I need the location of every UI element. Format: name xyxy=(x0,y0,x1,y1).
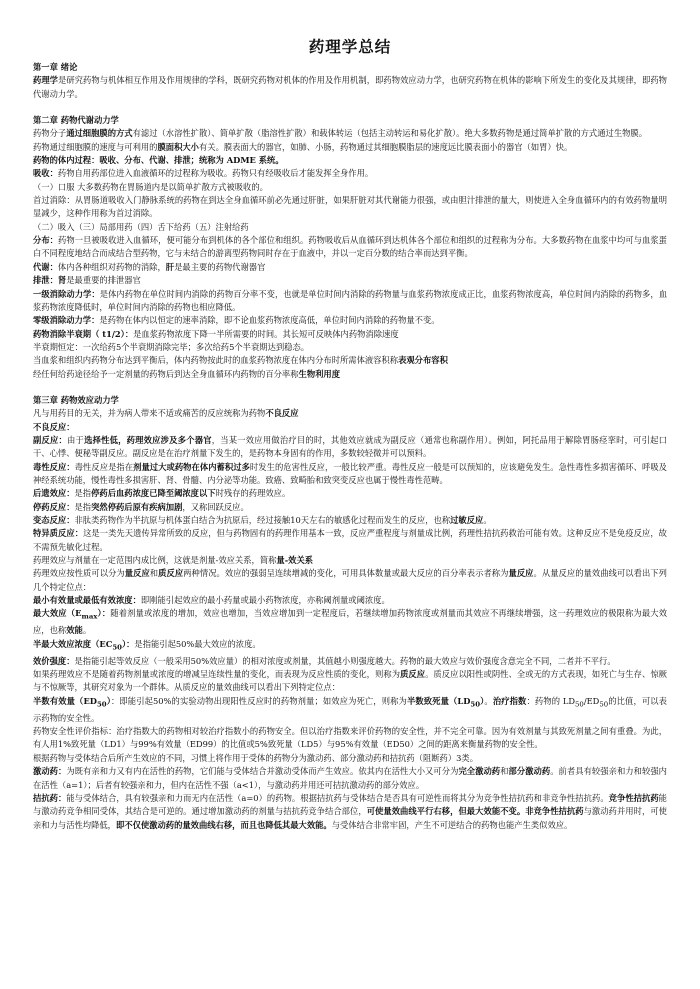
text: 。从量反应的量效曲线可以看出下列几个特定位点： xyxy=(33,568,667,592)
bold-text: 部分激动药 xyxy=(508,766,551,777)
bold-text: 半数致死量（LD xyxy=(406,695,471,706)
bold-text: 变态反应： xyxy=(33,515,75,525)
bold-text: 副反应： xyxy=(33,434,68,445)
adverse-reaction-intro xyxy=(33,407,667,420)
text: 这是一类先天遗传异常所致的反应，但与药物固有的药理作用基本一致，反应严重程度与剂量成比例，药理性拮抗药救治可能有效。这种反应不是免疫反应，故不需预先敏化过程。 xyxy=(33,528,667,552)
text: 与激动药并用时，可使亲和力与活性均降低， xyxy=(33,806,667,830)
maximum-effect-paragraph xyxy=(33,607,667,637)
bold-text: 质反应 xyxy=(400,669,426,680)
bold-text: 量反应 xyxy=(508,568,534,579)
bold-text: 分布： xyxy=(33,235,59,246)
bold-text: 过敏反应 xyxy=(450,515,484,525)
text: 是药物在体内以恒定的速率消除，即不论血浆药物浓度高低，单位时间内消除的药物量不变。 xyxy=(99,315,440,326)
bioavailability-line xyxy=(33,368,667,381)
zero-order-line xyxy=(33,314,667,327)
bold-text: 剂量过大或药物在体内蓄积过多 xyxy=(133,461,250,472)
text: 药理效应与剂量在一定范围内成比例，这就是剂量-效应关系，简称 xyxy=(33,555,277,566)
text: 药理效应按性质可以分为 xyxy=(33,568,125,579)
quantal-response-paragraph xyxy=(33,668,667,695)
bold-text: 代谢： xyxy=(33,261,58,272)
bold-text: 毒性反应： xyxy=(33,461,75,472)
receptor-classification-line: 根据药物与受体结合后所产生效应的不同，习惯上将作用于受体的药物分为激动药、部分激动药和拮抗药（阻断药）3类。 xyxy=(33,752,479,763)
text: 是指 xyxy=(74,501,92,512)
bold-text: 效能 xyxy=(66,625,83,636)
bold-text: ） xyxy=(480,695,485,706)
section-gap xyxy=(33,101,667,114)
bold-text: 肾 xyxy=(57,275,67,286)
bold-text: 药物消除半衰期（ t1/2）： xyxy=(33,328,134,339)
metabolism-line xyxy=(33,261,667,274)
first-pass-paragraph: 首过消除：从胃肠道吸收入门静脉系统的药物在到达全身血循环前必先通过肝脏，如果肝脏对其代谢能力很强，或由胆汁排泄的量大，则使进入全身血循环内的有效药物量明显减少，这种作用称为首过消除。 xyxy=(33,195,667,219)
dose-effect-line xyxy=(33,554,667,567)
adme-line: 药物的体内过程：吸收、分布、代谢、排泄；统称为 ADME 系统。 xyxy=(33,155,284,166)
subscript: max xyxy=(81,613,98,622)
chapter-3-heading: 第三章 药物效应动力学 xyxy=(33,394,119,405)
text: 。前者具有较强亲和力和较强内在活性（a=1）；后者有较强亲和力，但内在活性不强（a<1），与激动药并用还可拮抗激动药的部分效应。 xyxy=(33,766,667,790)
bold-text: 可使量效曲线平行右移，但最大效能不变。非竞争性拮抗药 xyxy=(366,806,584,817)
subscript: 50 xyxy=(112,643,122,652)
text: 。 xyxy=(484,695,493,706)
text: 和 xyxy=(500,766,509,777)
bold-text: 即不仅使激动药的量效曲线右移，而且也降低其最大效能。 xyxy=(115,819,332,830)
text: 经任何给药途径给予一定剂量的药物后到达全身血循环内药物的百分率称 xyxy=(33,368,299,379)
toxic-reaction-paragraph xyxy=(33,461,667,488)
residual-effect-line xyxy=(33,487,667,500)
bold-text: 激动药： xyxy=(33,766,67,777)
bold-text: 特异质反应： xyxy=(33,528,84,539)
text: 和 xyxy=(149,568,159,579)
bold-text: 停药反应： xyxy=(33,501,75,512)
text: 非肽类药物作为半抗原与机体蛋白结合为抗原后，经过接触10天左右的敏感化过程而发生的反应，也称 xyxy=(74,515,451,525)
text: ：药物的 LD xyxy=(526,695,576,706)
bold-text: 选择性低，药理效应涉及多个器官 xyxy=(84,434,212,445)
allergic-reaction-line xyxy=(33,514,667,527)
bold-text: 突然停药后原有疾病加剧 xyxy=(91,501,183,512)
bold-text: 竞争性拮抗药 xyxy=(608,792,659,803)
chapter-1-heading: 第一章 绪论 xyxy=(33,62,78,72)
text: 是最主要的药物代谢器官 xyxy=(174,261,266,272)
chapter-2-heading: 第二章 药物代谢动力学 xyxy=(33,115,119,126)
bold-text: ）： xyxy=(121,638,135,649)
text: 是血浆药物浓度下降一半所需要的时间。其长短可反映体内药物消除速度 xyxy=(133,328,399,339)
ec50-line xyxy=(33,638,667,655)
subscript: 50 xyxy=(96,700,107,709)
bold-text: 效价强度： xyxy=(33,655,75,666)
bold-text: 停药后血药浓度已降至阈浓度以下 xyxy=(91,488,216,499)
subscript: 50 xyxy=(599,700,609,709)
oral-line: （一）口服 大多数药物在胃肠道内是以简单扩散方式被吸收的。 xyxy=(33,181,268,192)
bold-text: 量-效关系 xyxy=(276,555,314,566)
half-life-line xyxy=(33,328,667,341)
bold-text: 表观分布容积 xyxy=(398,355,448,366)
bold-text: 半数有效量（ED xyxy=(33,695,97,706)
text: ：即能引起50%的实验动物出现阳性反应时的药物剂量；如效应为死亡，则称为 xyxy=(110,695,407,706)
text: 时残存的药理效应。 xyxy=(215,488,291,499)
bold-text: ） xyxy=(106,695,111,706)
text: 能与受体结合，具有较强亲和力而无内在活性（a=0）的药物。根据拮抗药与受体结合是否具有可逆性而将其分为竞争性拮抗药和非竞争性拮抗药。 xyxy=(66,792,609,803)
minimum-effective-dose-line xyxy=(33,594,667,607)
bold-text: ）： xyxy=(97,608,111,619)
membrane-area-paragraph xyxy=(33,141,667,154)
text: 。 xyxy=(82,625,92,636)
ed50-paragraph xyxy=(33,695,667,725)
text: 与受体结合非常牢固，产生不可逆结合的药物也能产生类似效应。 xyxy=(331,819,573,830)
text: 药物自用药部位进入血液循环的过程称为吸收。药物只有经吸收后才能发挥全身作用。 xyxy=(57,168,374,179)
bold-text: 治疗指数 xyxy=(492,695,527,706)
bold-text: 排泄： xyxy=(33,275,58,286)
excretion-line xyxy=(33,274,667,287)
text: 药物一旦被吸收进入血循环，便可能分布到机体的各个部位和组织。药物吸收后从血循环到达机体各个部位和组织的过程称为分布。大多数药物在血浆中均可与血浆蛋白不同程度地结合而成结合型药物，它与未结合的游离型药物同时存在于血液中，并以一定百分数的结合率而达到平衡。 xyxy=(33,235,667,259)
safety-evaluation-paragraph: 药物安全性评价指标：治疗指数大的药物相对较治疗指数小的药物安全。但以治疗指数来评价药物的安全性，并不完全可靠。因为有效剂量与其致死剂量之间有重叠。为此，有人用1%致死量（LD1）与99%有效量（ED99）的比值或5%致死量（LD5）与95%有效量（ED50）之间的距离来衡量药物的安全性。 xyxy=(33,726,667,750)
text: 。 xyxy=(483,515,492,525)
text: ，又称回跃反应。 xyxy=(182,501,249,512)
bold-text: 零级消除动力学： xyxy=(33,315,100,326)
membrane-transport-paragraph xyxy=(33,127,667,140)
section-gap xyxy=(33,381,667,394)
definition-text: 是研究药物与机体相互作用及作用规律的学科，既研究药物对机体的作用及作用机制，即药物效应动力学，也研究药物在机体的影响下所发生的变化及其规律，即药物代谢动力学。 xyxy=(33,75,667,99)
bold-text: 拮抗药： xyxy=(33,792,67,803)
absorption-paragraph xyxy=(33,167,667,180)
bold-text: 最大效应（E xyxy=(33,608,82,619)
text: /ED xyxy=(583,695,600,706)
text: 是指能引起50%最大效应的浓度。 xyxy=(134,638,261,649)
text: 当血浆和组织内药物分布达到平衡后，体内药物按此时的血浆药物浓度在体内分布时所需体液容积称 xyxy=(33,355,399,366)
agonist-paragraph xyxy=(33,765,667,792)
text: 是指 xyxy=(74,488,92,499)
volume-distribution-line xyxy=(33,354,667,367)
bold-text: 吸收： xyxy=(33,168,58,179)
text: 有关。膜表面大的器官，如肺、小肠，药物通过其细胞膜脂层的速度远比膜表面小的器官（如胃）快。 xyxy=(198,141,573,152)
text: 凡与用药目的无关，并为病人带来不适或痛苦的反应统称为药物 xyxy=(33,408,266,419)
term-pharmacology: 药理学 xyxy=(33,75,59,86)
bold-text: 一级消除动力学： xyxy=(33,288,100,299)
bold-text: 质反应 xyxy=(158,568,184,579)
text: 为既有亲和力又有内在活性的药物，它们能与受体结合并激动受体而产生效应。依其内在活性大小又可分为 xyxy=(66,766,459,777)
distribution-paragraph xyxy=(33,234,667,261)
text: 即刚能引起效应的最小药量或最小药物浓度，亦称阈剂量或阈浓度。 xyxy=(140,595,390,606)
page-title: 药理学总结 xyxy=(308,37,392,56)
text: 体内各种组织对药物的消除， xyxy=(57,261,166,272)
text: 药物通过细胞膜的速度与可利用的 xyxy=(33,141,158,152)
graded-response-paragraph xyxy=(33,567,667,594)
idiosyncratic-reaction-paragraph xyxy=(33,527,667,554)
routes-line: （二）吸入（三）局部用药（四）舌下给药（五）注射给药 xyxy=(33,221,249,232)
text: 药物分子 xyxy=(33,128,67,139)
antagonist-paragraph xyxy=(33,792,667,832)
first-order-paragraph xyxy=(33,288,667,315)
text: 。质反应以阳性或阴性、全或无的方式表现，如死亡与生存、惊厥与不惊厥等，其研究对象为一个群体。从质反应的量效曲线可以看出下列特定位点： xyxy=(33,669,667,693)
bold-text: 肝 xyxy=(165,261,175,272)
side-effect-paragraph xyxy=(33,434,667,461)
bold-text: 最小有效量或最低有效浓度： xyxy=(33,595,141,606)
text: 是体内药物在单位时间内消除的药物百分率不变，也就是单位时间内消除的药物量与血浆药物浓度成正比，血浆药物浓度高，单位时间内消除的药物多，血浆药物浓度降低时，单位时间内消除的药物也相应降低。 xyxy=(33,288,667,312)
text: 时发生的危害性反应，一般比较严重。毒性反应一般是可以预知的，应该避免发生。急性毒性多损害循环、呼吸及神经系统功能，慢性毒性多损害肝、肾、骨髓、内分泌等功能。致癌、致畸胎和致突变反应也属于慢性毒性范畴。 xyxy=(33,461,667,485)
text: 随着剂量或浓度的增加，效应也增加，当效应增加到一定程度后，若继续增加药物浓度或剂量而其效应不再继续增强，这一药理效应的极限称为最大效应，也称 xyxy=(33,608,667,636)
text: 的比值，可以表示药物的安全性。 xyxy=(33,695,667,723)
bold-text: 膜面积大小 xyxy=(157,141,199,152)
potency-paragraph xyxy=(33,655,667,668)
document-page xyxy=(33,38,667,832)
text: 是指能引起等效反应（一般采用50%效应量）的相对浓度或剂量，其值越小则强度越大。药物的最大效应与效价强度含意完全不同，二者并不平行。 xyxy=(74,655,616,666)
bold-text: 半最大效应浓度（EC xyxy=(33,638,113,649)
subscript: 50 xyxy=(470,700,481,709)
text: 能与激动药竞争相同受体，其结合是可逆的。通过增加激动药的剂量与拮抗药竞争结合部位， xyxy=(33,792,667,817)
subscript: 50 xyxy=(575,700,584,709)
text: ，当某一效应用做治疗目的时，其他效应就成为副反应（通常也称副作用）。例如，阿托品用于解除胃肠痉挛时，可引起口干、心悸、便秘等副反应。副反应是在治疗剂量下发生的，是药物本身固有的作用，多数较轻微并可以预料。 xyxy=(33,434,667,459)
bold-text: 量反应 xyxy=(124,568,150,579)
bold-text: 生物利用度 xyxy=(298,368,341,379)
chapter-1-paragraph xyxy=(33,74,667,101)
bold-text: 通过细胞膜的方式 xyxy=(66,128,133,139)
bold-text: 后遗效应： xyxy=(33,488,75,499)
bold-text: 完全激动药 xyxy=(458,766,501,777)
withdrawal-reaction-line xyxy=(33,501,667,514)
adverse-reaction-label: 不良反应： xyxy=(33,421,75,432)
bold-text: 不良反应 xyxy=(265,408,299,419)
text: 由于 xyxy=(67,434,85,445)
text: 毒性反应是指在 xyxy=(74,461,134,472)
text: 两种情况。效应的强弱呈连续增减的变化，可用具体数量或最大反应的百分率表示者称为 xyxy=(183,568,509,579)
text: 是最重要的排泄器官 xyxy=(66,275,141,286)
text: 有滤过（水溶性扩散）、简单扩散（脂溶性扩散）和载体转运（包括主动转运和易化扩散）。绝大多数药物是通过简单扩散的方式通过生物膜。 xyxy=(132,128,648,139)
text: 如果药理效应不是随着药物剂量或浓度的增减呈连续性量的变化，而表现为反应性质的变化，则称为 xyxy=(33,669,401,680)
half-life-constant-line: 半衰期恒定：一次给药5个半衰期消除完毕；多次给药5个半衰期达到稳态。 xyxy=(33,341,310,352)
